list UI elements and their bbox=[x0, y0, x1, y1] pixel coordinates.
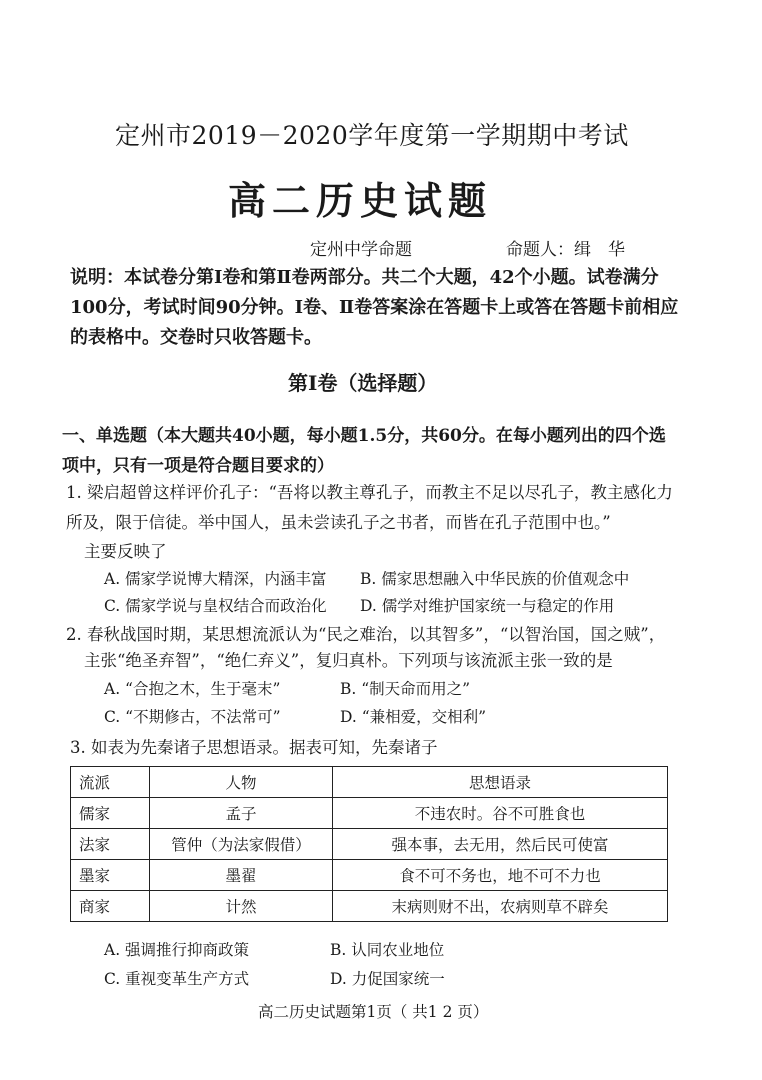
table-cell: 末病则财不出，农病则草不辟矣 bbox=[333, 891, 668, 922]
q3-option-d: D. 力促国家统一 bbox=[330, 970, 445, 988]
table-cell: 孟子 bbox=[150, 798, 333, 829]
table-cell: 墨翟 bbox=[150, 860, 333, 891]
table-row bbox=[71, 860, 668, 891]
q1-option-c: C. 儒家学说与皇权结合而政治化 bbox=[104, 597, 327, 615]
q2-option-b: B. “制天命而用之” bbox=[340, 680, 471, 698]
table-cell: 儒家 bbox=[71, 798, 150, 829]
q2-stem-line1: 2. 春秋战国时期，某思想流派认为“民之难治，以其智多”，“以智治国，国之贼”， bbox=[66, 625, 666, 644]
table-header-cell: 人物 bbox=[150, 767, 333, 798]
q1-stem: 1. 梁启超曾这样评价孔子：“吾将以教主尊孔子，而教主不足以尽孔子，教主感化力所及，限于信徒。举中国人，虽未尝读孔子之书者，而皆在孔子范围中也。” bbox=[66, 483, 673, 532]
q3-table bbox=[70, 766, 668, 922]
table-header-cell: 流派 bbox=[71, 767, 150, 798]
table-row bbox=[71, 798, 668, 829]
table-cell: 食不可不务也，地不可不力也 bbox=[333, 860, 668, 891]
q3-stem: 3. 如表为先秦诸子思想语录。据表可知，先秦诸子 bbox=[70, 738, 438, 757]
subject-title: 高二历史试题 bbox=[228, 178, 493, 223]
table-row bbox=[71, 891, 668, 922]
q2-option-c: C. “不期修古，不法常可” bbox=[104, 708, 281, 726]
q1-option-b: B. 儒家思想融入中华民族的价值观念中 bbox=[360, 570, 630, 588]
page-footer: 高二历史试题第1页（ 共1 2 页） bbox=[258, 1003, 489, 1021]
table-cell: 强本事，去无用，然后民可使富 bbox=[333, 829, 668, 860]
exam-title: 定州市2019－2020学年度第一学期期中考试 bbox=[115, 121, 629, 150]
q3-option-b: B. 认同农业地位 bbox=[330, 941, 445, 959]
q2-option-d: D. “兼相爱，交相利” bbox=[340, 708, 487, 726]
table-header-cell: 思想语录 bbox=[333, 767, 668, 798]
q1-stem-tail: 主要反映了 bbox=[84, 542, 167, 561]
q1-option-a: A. 儒家学说博大精深，内涵丰富 bbox=[104, 570, 327, 588]
table-cell: 不违农时。谷不可胜食也 bbox=[333, 798, 668, 829]
q2-stem-line2: 主张“绝圣弃智”，“绝仁弃义”，复归真朴。下列项与该流派主张一致的是 bbox=[84, 651, 613, 670]
section-title: 一、单选题（本大题共40小题，每小题1.5分，共60分。在每小题列出的四个选项中，只有一项是符合题目要求的） bbox=[62, 426, 666, 476]
table-cell: 商家 bbox=[71, 891, 150, 922]
school-line: 定州中学命题 bbox=[310, 240, 412, 260]
part-title: 第Ⅰ卷（选择题） bbox=[288, 371, 438, 395]
table-cell: 墨家 bbox=[71, 860, 150, 891]
table-cell: 计然 bbox=[150, 891, 333, 922]
author-line: 命题人：缉 华 bbox=[506, 240, 625, 260]
q1-option-d: D. 儒学对维护国家统一与稳定的作用 bbox=[360, 597, 615, 615]
q3-option-c: C. 重视变革生产方式 bbox=[104, 970, 250, 988]
table-cell: 法家 bbox=[71, 829, 150, 860]
q2-option-a: A. “合抱之木，生于毫末” bbox=[104, 680, 281, 698]
q3-option-a: A. 强调推行抑商政策 bbox=[104, 941, 250, 959]
exam-instructions: 说明：本试卷分第Ⅰ卷和第Ⅱ卷两部分。共二个大题，42个小题。试卷满分100分，考试时间90分钟。Ⅰ卷、Ⅱ卷答案涂在答题卡上或答在答题卡前相应的表格中。交卷时只收答题卡。 bbox=[70, 267, 679, 348]
table-header-row bbox=[71, 767, 668, 798]
table-row bbox=[71, 829, 668, 860]
table-cell: 管仲（为法家假借） bbox=[150, 829, 333, 860]
